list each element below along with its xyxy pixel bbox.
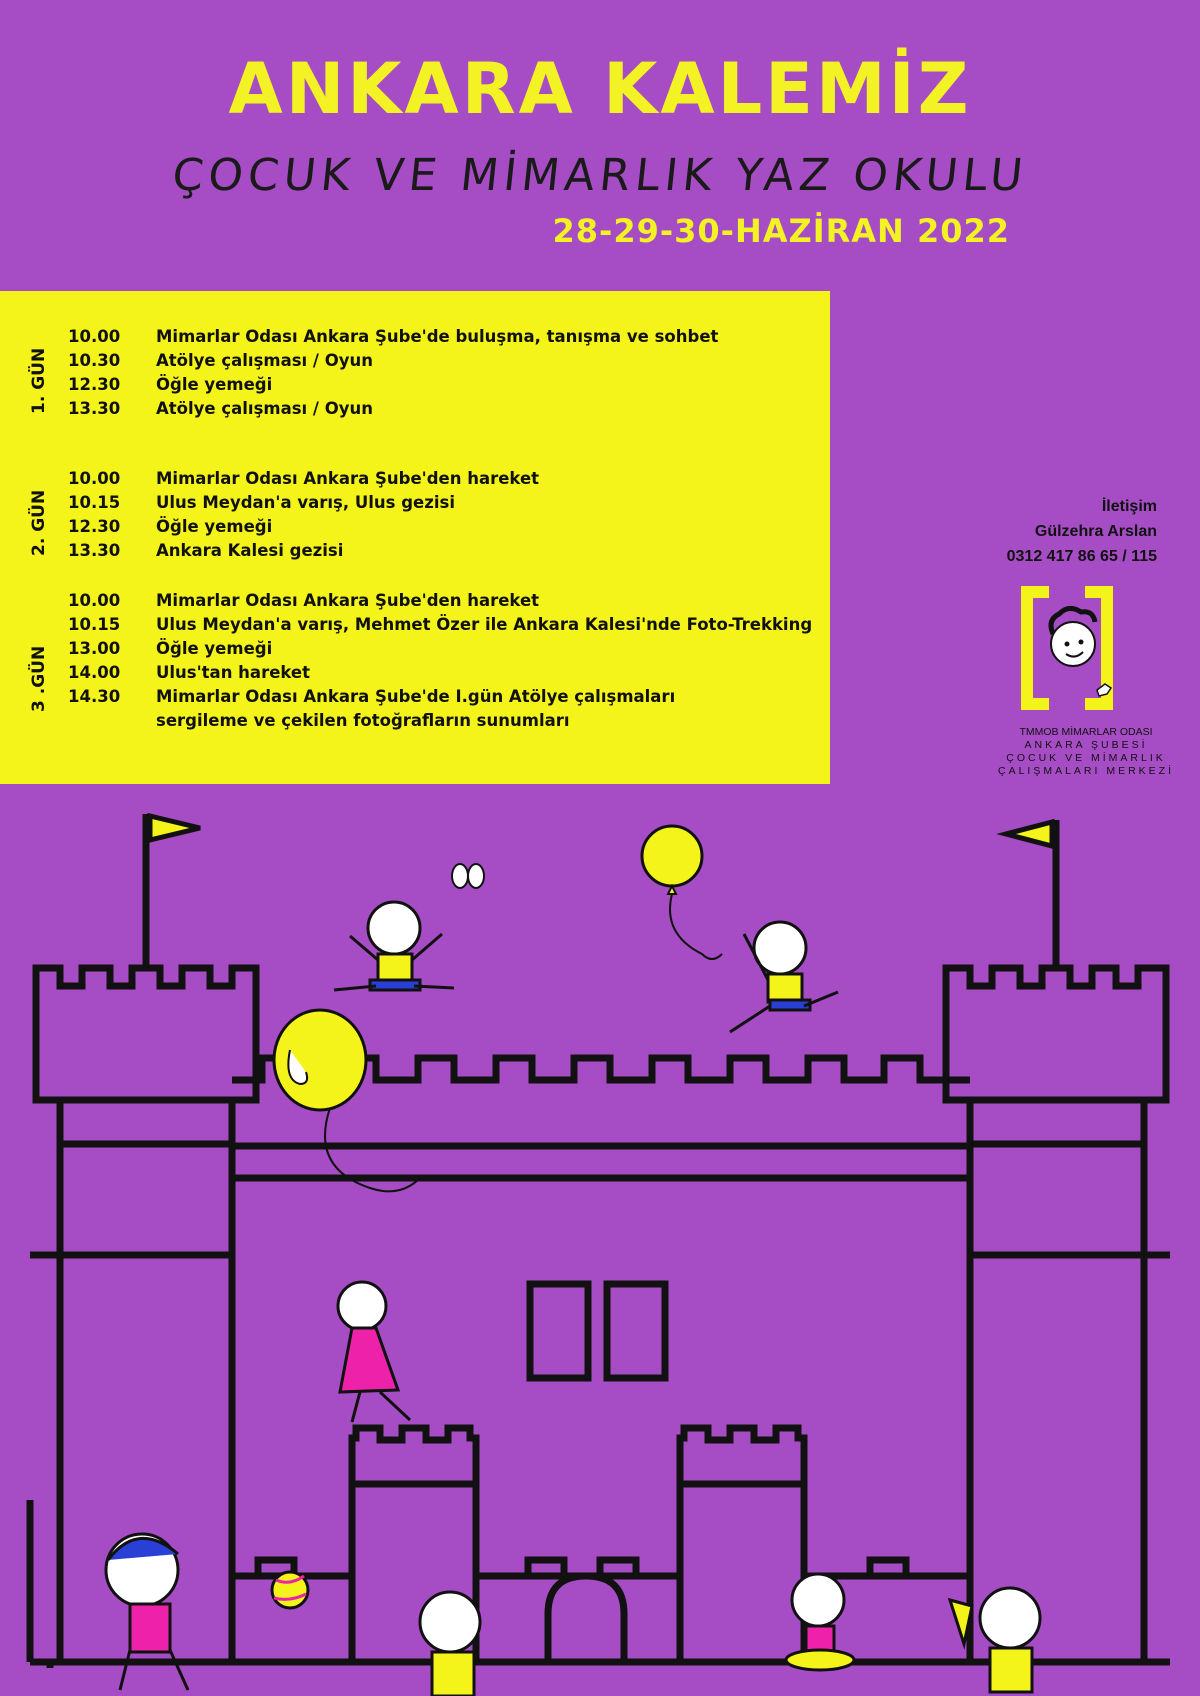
schedule-row (68, 541, 343, 565)
contact-block (1007, 494, 1157, 569)
schedule-row (68, 351, 373, 375)
child-top-left-icon (334, 902, 454, 990)
row-time: 10.15 (68, 615, 121, 634)
row-activity: Öğle yemeği (156, 517, 273, 536)
row-activity: Ulus Meydan'a varış, Ulus gezisi (156, 493, 455, 512)
row-activity: Atölye çalışması / Oyun (156, 351, 373, 370)
poster-subtitle: ÇOCUK VE MİMARLIK YAZ OKULU (169, 150, 1030, 201)
row-time: 10.30 (68, 351, 121, 370)
contact-phone: 0312 417 86 65 / 115 (1006, 548, 1157, 565)
row-time: 12.30 (68, 375, 121, 394)
day-3-label: 3 .GÜN (29, 645, 49, 712)
row-time: 13.00 (68, 639, 121, 658)
row-activity: Öğle yemeği (156, 639, 273, 658)
row-activity: Ulus'tan hareket (156, 663, 311, 682)
logo-line-4: ÇALIŞMALARI MERKEZİ (997, 765, 1175, 777)
row-time: 10.00 (68, 327, 121, 346)
logo-line-2: ANKARA ŞUBESİ (1024, 739, 1148, 751)
row-time: 10.15 (68, 493, 121, 512)
row-activity: sergileme ve çekilen fotoğrafların sunumları (156, 711, 570, 730)
schedule-row (68, 327, 718, 351)
row-time: 14.00 (68, 663, 121, 682)
schedule-panel (0, 291, 830, 784)
yellow-balloon-top-icon (642, 826, 722, 959)
beach-ball-icon (272, 1572, 308, 1608)
contact-name: Gülzehra Arslan (1034, 523, 1157, 540)
schedule-row (68, 493, 455, 517)
left-flag (150, 816, 200, 840)
child-bottom-ballet-icon (786, 1574, 854, 1670)
row-time: 10.00 (68, 591, 121, 610)
row-activity: Mimarlar Odası Ankara Şube'de buluşma, tanışma ve sohbet (156, 327, 719, 346)
child-bottom-left-icon (106, 1534, 188, 1690)
butterfly-icon (452, 864, 484, 888)
child-top-right-icon (730, 922, 838, 1032)
schedule-row (68, 591, 539, 615)
schedule-row (68, 517, 272, 541)
castle-illustration (0, 800, 1200, 1696)
row-time: 12.30 (68, 517, 121, 536)
yellow-balloon-mid-icon (274, 1010, 420, 1191)
row-activity: Mimarlar Odası Ankara Şube'de I.gün Atölye çalışmaları (156, 687, 676, 706)
row-time: 14.30 (68, 687, 121, 706)
schedule-row (68, 375, 272, 399)
schedule-row (68, 711, 570, 735)
child-bottom-center-icon (420, 1592, 480, 1696)
child-bottom-right-icon (950, 1588, 1040, 1692)
schedule-row (68, 663, 310, 687)
logo-line-3: ÇOCUK VE MİMARLIK (1006, 752, 1166, 764)
center-logo-icon (1011, 578, 1123, 718)
row-time: 13.30 (68, 399, 121, 418)
schedule-row (68, 615, 812, 639)
poster-title: ANKARA KALEMİZ (228, 48, 972, 130)
child-hanging-girl-icon (338, 1282, 410, 1422)
logo-caption (990, 726, 1182, 778)
row-activity: Ulus Meydan'a varış, Mehmet Özer ile Ankara Kalesi'nde Foto-Trekking (156, 615, 813, 634)
row-activity: Atölye çalışması / Oyun (156, 399, 373, 418)
event-dates: 28-29-30-HAZİRAN 2022 (552, 212, 1010, 250)
row-activity: Mimarlar Odası Ankara Şube'den hareket (156, 591, 540, 610)
right-flag (1006, 822, 1052, 846)
row-time: 13.30 (68, 541, 121, 560)
schedule-row (68, 399, 373, 423)
day-1-label: 1. GÜN (29, 347, 49, 414)
schedule-row (68, 687, 675, 711)
row-activity: Mimarlar Odası Ankara Şube'den hareket (156, 469, 540, 488)
row-activity: Öğle yemeği (156, 375, 273, 394)
day-2-label: 2. GÜN (29, 489, 49, 556)
schedule-row (68, 639, 272, 663)
row-activity: Ankara Kalesi gezisi (156, 541, 344, 560)
logo-line-1: TMMOB MİMARLAR ODASI (1019, 726, 1153, 738)
schedule-row (68, 469, 539, 493)
contact-heading: İletişim (1101, 498, 1157, 515)
row-time: 10.00 (68, 469, 121, 488)
